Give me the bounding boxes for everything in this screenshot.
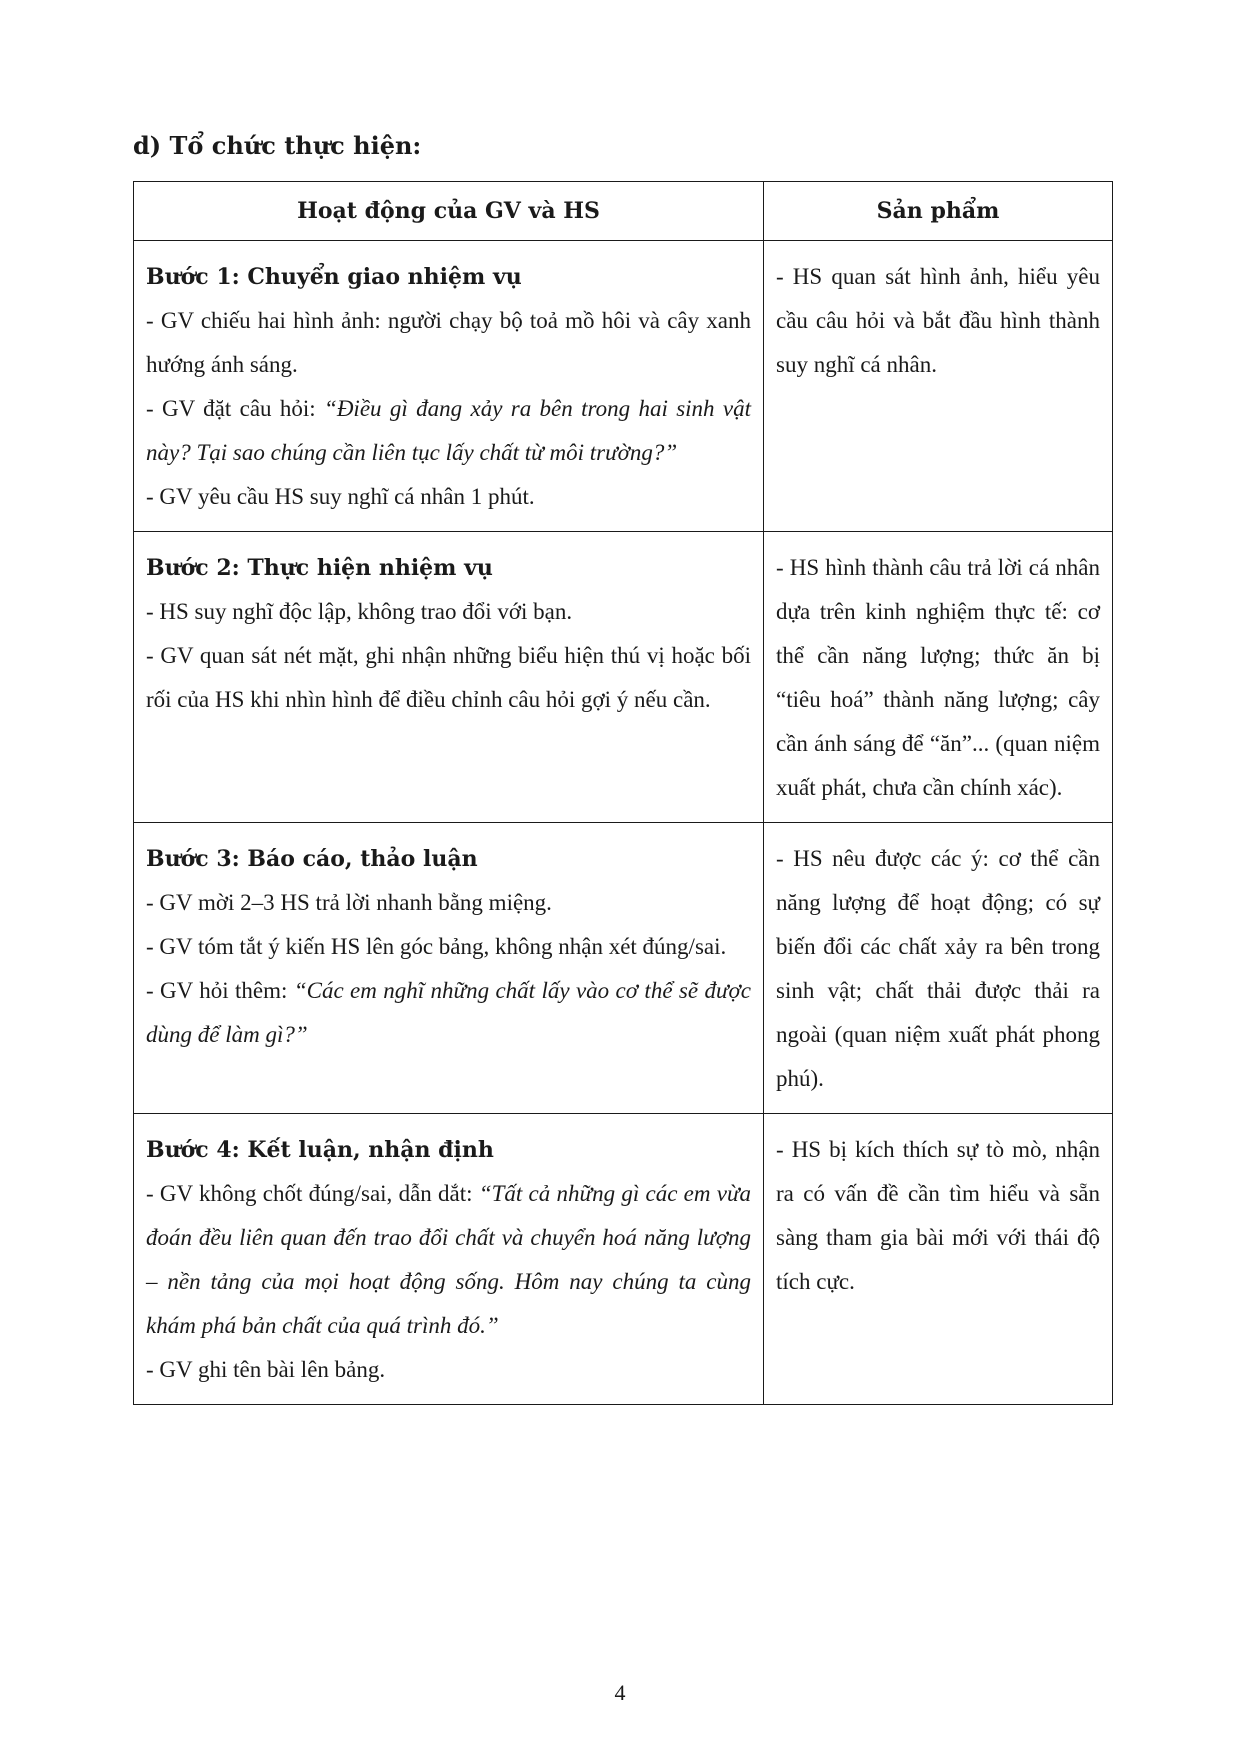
- activity-line: - GV ghi tên bài lên bảng.: [146, 1357, 386, 1382]
- activity-line: - HS suy nghĩ độc lập, không trao đổi với bạn.: [146, 599, 573, 624]
- product-cell: [764, 532, 1113, 823]
- product-cell: [764, 241, 1113, 532]
- table-row: [134, 823, 1113, 1114]
- product-text: - HS hình thành câu trả lời cá nhân dựa trên kinh nghiệm thực tế: cơ thể cần năng lượng; thức ăn bị “tiêu hoá” thành năng lượng; cây cần ánh sáng để “ăn”... (quan niệm xuất phát, chưa cần chính xác).: [776, 555, 1100, 800]
- product-cell: [764, 823, 1113, 1114]
- activity-line: - GV chiếu hai hình ảnh: người chạy bộ toả mồ hôi và cây xanh hướng ánh sáng.: [146, 308, 751, 377]
- lesson-activity-table: [133, 181, 1113, 1405]
- activity-line: - GV đặt câu hỏi: “Điều gì đang xảy ra bên trong hai sinh vật này? Tại sao chúng cần liên tục lấy chất từ môi trường?”: [146, 396, 751, 465]
- activity-cell: [134, 241, 764, 532]
- header-activity: Hoạt động của GV và HS: [134, 182, 764, 241]
- activity-cell: [134, 532, 764, 823]
- step-title: Bước 3: Báo cáo, thảo luận: [146, 846, 478, 872]
- activity-line: - GV mời 2–3 HS trả lời nhanh bằng miệng.: [146, 890, 552, 915]
- table-row: [134, 1114, 1113, 1405]
- table-header-row: [134, 182, 1113, 241]
- product-text: - HS bị kích thích sự tò mò, nhận ra có vấn đề cần tìm hiểu và sẵn sàng tham gia bài mới với thái độ tích cực.: [776, 1137, 1100, 1294]
- page-number: 4: [614, 1680, 626, 1705]
- header-product: Sản phẩm: [764, 182, 1113, 241]
- product-text: - HS nêu được các ý: cơ thể cần năng lượng để hoạt động; có sự biến đổi các chất xảy ra bên trong sinh vật; chất thải được thải ra ngoài (quan niệm xuất phát phong phú).: [776, 846, 1100, 1091]
- activity-cell: [134, 823, 764, 1114]
- activity-line: - GV tóm tắt ý kiến HS lên góc bảng, không nhận xét đúng/sai.: [146, 934, 727, 959]
- product-cell: [764, 1114, 1113, 1405]
- activity-line: - GV quan sát nét mặt, ghi nhận những biểu hiện thú vị hoặc bối rối của HS khi nhìn hình để điều chỉnh câu hỏi gợi ý nếu cần.: [146, 643, 751, 712]
- table-row: [134, 532, 1113, 823]
- activity-cell: [134, 1114, 764, 1405]
- activity-line: - GV hỏi thêm: “Các em nghĩ những chất lấy vào cơ thể sẽ được dùng để làm gì?”: [146, 978, 751, 1047]
- step-title: Bước 4: Kết luận, nhận định: [146, 1137, 494, 1163]
- section-heading: d) Tổ chức thực hiện:: [133, 131, 422, 160]
- table-row: [134, 241, 1113, 532]
- activity-line: - GV không chốt đúng/sai, dẫn dắt: “Tất cả những gì các em vừa đoán đều liên quan đến trao đổi chất và chuyển hoá năng lượng – nền tảng của mọi hoạt động sống. Hôm nay chúng ta cùng khám phá bản chất của quá trình đó.”: [146, 1181, 752, 1338]
- step-title: Bước 2: Thực hiện nhiệm vụ: [146, 555, 493, 581]
- step-title: Bước 1: Chuyển giao nhiệm vụ: [146, 264, 522, 290]
- product-text: - HS quan sát hình ảnh, hiểu yêu cầu câu hỏi và bắt đầu hình thành suy nghĩ cá nhân.: [776, 264, 1100, 377]
- activity-line: - GV yêu cầu HS suy nghĩ cá nhân 1 phút.: [146, 484, 535, 509]
